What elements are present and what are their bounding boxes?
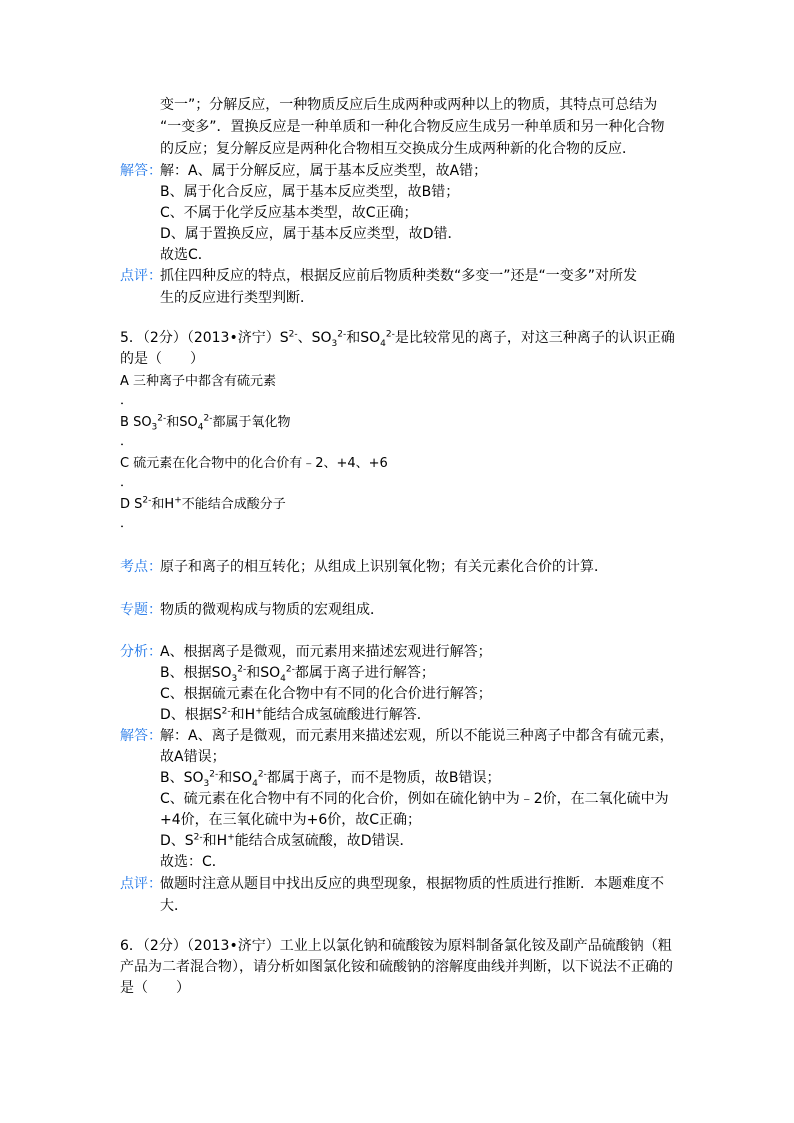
jieda-line: 解：A、离子是微观，而元素用来描述宏观，所以不能说三种离子中都含有硫元素， [160, 728, 674, 744]
answer-line: C、不属于化学反应基本类型，故C正确； [160, 205, 418, 221]
analysis-line: 的反应；复分解反应是两种化合物相互交换成分生成两种新的化合物的反应． [160, 141, 636, 157]
fenxi-line: C、根据硫元素在化合物中有不同的化合价进行解答； [160, 686, 492, 702]
stem-text: 5．（2分）（2013•济宁）S [120, 330, 289, 346]
fenxi-line: D、根据$S^{2-}$和H+能结合成氢硫酸进行解答． [160, 706, 431, 723]
option-b: B $SO_3^{2-}$和$SO_4^{2-}$都属于氧化物 [120, 413, 291, 433]
answer-label: 解答： [120, 163, 162, 179]
option-c: C 硫元素在化合物中的化合价有﹣2、+4、+6 [120, 456, 388, 471]
kaodian-text: 原子和离子的相互转化；从组成上识别氧化物；有关元素化合价的计算． [160, 559, 608, 575]
option-a: A 三种离子中都含有硫元素 [120, 374, 277, 389]
jieda-line: C、硫元素在化合物中有不同的化合价，例如在硫化钠中为﹣2价，在二氧化硫中为 [160, 791, 669, 807]
question-6-stem: 产品为二者混合物），请分析如图氯化铵和硫酸钠的溶解度曲线并判断，以下说法不正确的 [120, 959, 673, 975]
dianping-line: 做题时注意从题目中找出反应的典型现象，根据物质的性质进行推断．本题难度不 [160, 876, 664, 892]
option-d: D $S^{2-}$和H+不能结合成酸分子 [120, 495, 286, 512]
jieda-label: 解答： [120, 728, 162, 744]
answer-line: 故选C． [160, 247, 212, 263]
analysis-line: 变一”；分解反应，一种物质反应后生成两种或两种以上的物质，其特点可总结为 [160, 97, 658, 113]
fenxi-label: 分析： [120, 644, 162, 660]
question-5-stem-line2: 的是（ ） [120, 351, 204, 367]
analysis-line: “一变多”．置换反应是一种单质和一种化合物反应生成另一种单质和另一种化合物 [160, 119, 665, 135]
jieda-line: +4价，在三氧化硫中为+6价，故C正确； [160, 812, 422, 828]
jieda-line: 故选：C． [160, 854, 226, 870]
jieda-line: B、$SO_3^{2-}$和$SO_4^{2-}$都属于离子，而不是物质，故B错误； [160, 769, 501, 789]
question-5-stem: 5．（2分）（2013•济宁）$S^{2-}$、$SO_3^{2-}$和$SO_4^{2-}$是比较常见的离子，对这三种离子的认识正确 [120, 329, 675, 349]
dianping-label: 点评： [120, 876, 162, 892]
zhuanti-text: 物质的微观构成与物质的宏观组成． [160, 602, 384, 618]
kaodian-label: 考点： [120, 559, 162, 575]
fenxi-line: A、根据离子是微观，而元素用来描述宏观进行解答； [160, 644, 492, 660]
comment-line: 抓住四种反应的特点，根据反应前后物质种类数“多变一”还是“一变多”对所发 [160, 268, 638, 284]
question-6-stem: 是（ ） [120, 980, 190, 996]
answer-line: 解：A、属于分解反应，属于基本反应类型，故A错； [160, 163, 488, 179]
question-6-stem: 6．（2分）（2013•济宁）工业上以氯化钠和硫酸铵为原料制备氯化铵及副产品硫酸钠（粗 [120, 938, 672, 954]
option-dot: ． [120, 516, 134, 531]
option-dot: ． [120, 475, 134, 490]
option-dot: ． [120, 393, 134, 408]
answer-line: B、属于化合反应，属于基本反应类型，故B错； [160, 184, 460, 200]
option-dot: ． [120, 434, 134, 449]
jieda-line: D、$S^{2-}$和H+能结合成氢硫酸，故D错误． [160, 832, 414, 849]
comment-line: 生的反应进行类型判断． [160, 290, 314, 306]
dianping-line: 大． [160, 898, 188, 914]
comment-label: 点评： [120, 268, 162, 284]
jieda-line: 故A错误； [160, 749, 226, 765]
zhuanti-label: 专题： [120, 602, 162, 618]
fenxi-line: B、根据$SO_3^{2-}$和$SO_4^{2-}$都属于离子进行解答； [160, 664, 435, 684]
answer-line: D、属于置换反应，属于基本反应类型，故D错． [160, 226, 462, 242]
